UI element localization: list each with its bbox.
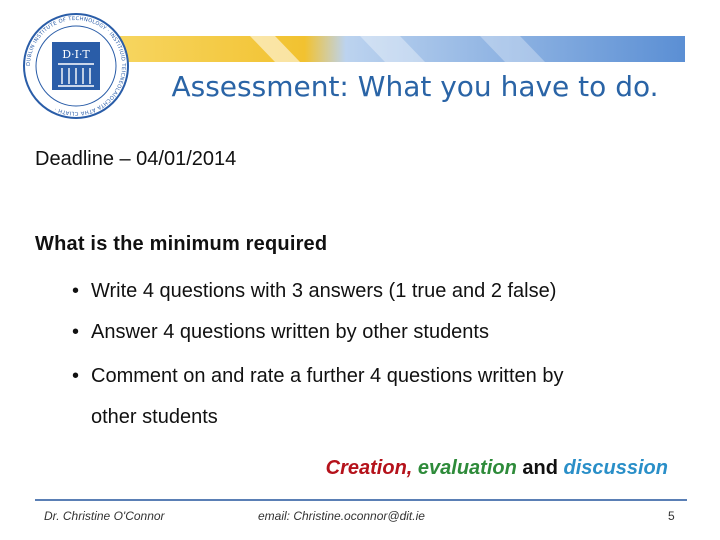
bullet-text: Comment on and rate a further 4 questions written by	[91, 365, 564, 387]
footer-email: email: Christine.oconnor@dit.ie	[258, 509, 425, 523]
dit-logo	[22, 12, 130, 120]
header-banner	[100, 36, 685, 62]
emphasis-creation: Creation,	[325, 457, 413, 479]
bullet-item	[72, 321, 489, 344]
bullet-text: Answer 4 questions written by other students	[91, 321, 489, 343]
bullet-item	[72, 280, 556, 303]
emphasis-line	[326, 457, 668, 480]
bullet-dot: •	[72, 280, 80, 302]
footer-divider	[35, 499, 687, 501]
emphasis-evaluation: evaluation	[417, 457, 517, 479]
slide-title: Assessment: What you have to do.	[171, 70, 659, 103]
footer-author: Dr. Christine O'Connor	[44, 509, 165, 523]
bullet-continuation: other students	[91, 406, 218, 428]
bullet-dot: •	[72, 365, 80, 387]
bullet-item	[72, 365, 563, 388]
emphasis-and: and	[522, 457, 558, 479]
bullet-text: Write 4 questions with 3 answers (1 true and 2 false)	[91, 280, 557, 302]
logo-center-text: D·I·T	[62, 48, 90, 61]
bullet-dot: •	[72, 321, 80, 343]
minimum-required-heading: What is the minimum required	[35, 233, 328, 255]
page-number: 5	[668, 509, 675, 523]
emphasis-discussion: discussion	[563, 457, 668, 479]
deadline-text: Deadline – 04/01/2014	[35, 148, 237, 170]
logo-ring-text: DUBLIN INSTITUTE OF TECHNOLOGY · INSTITIÚID TEICNEOLAÍOCHTA ÁTHA CLIATH ·	[25, 15, 127, 117]
